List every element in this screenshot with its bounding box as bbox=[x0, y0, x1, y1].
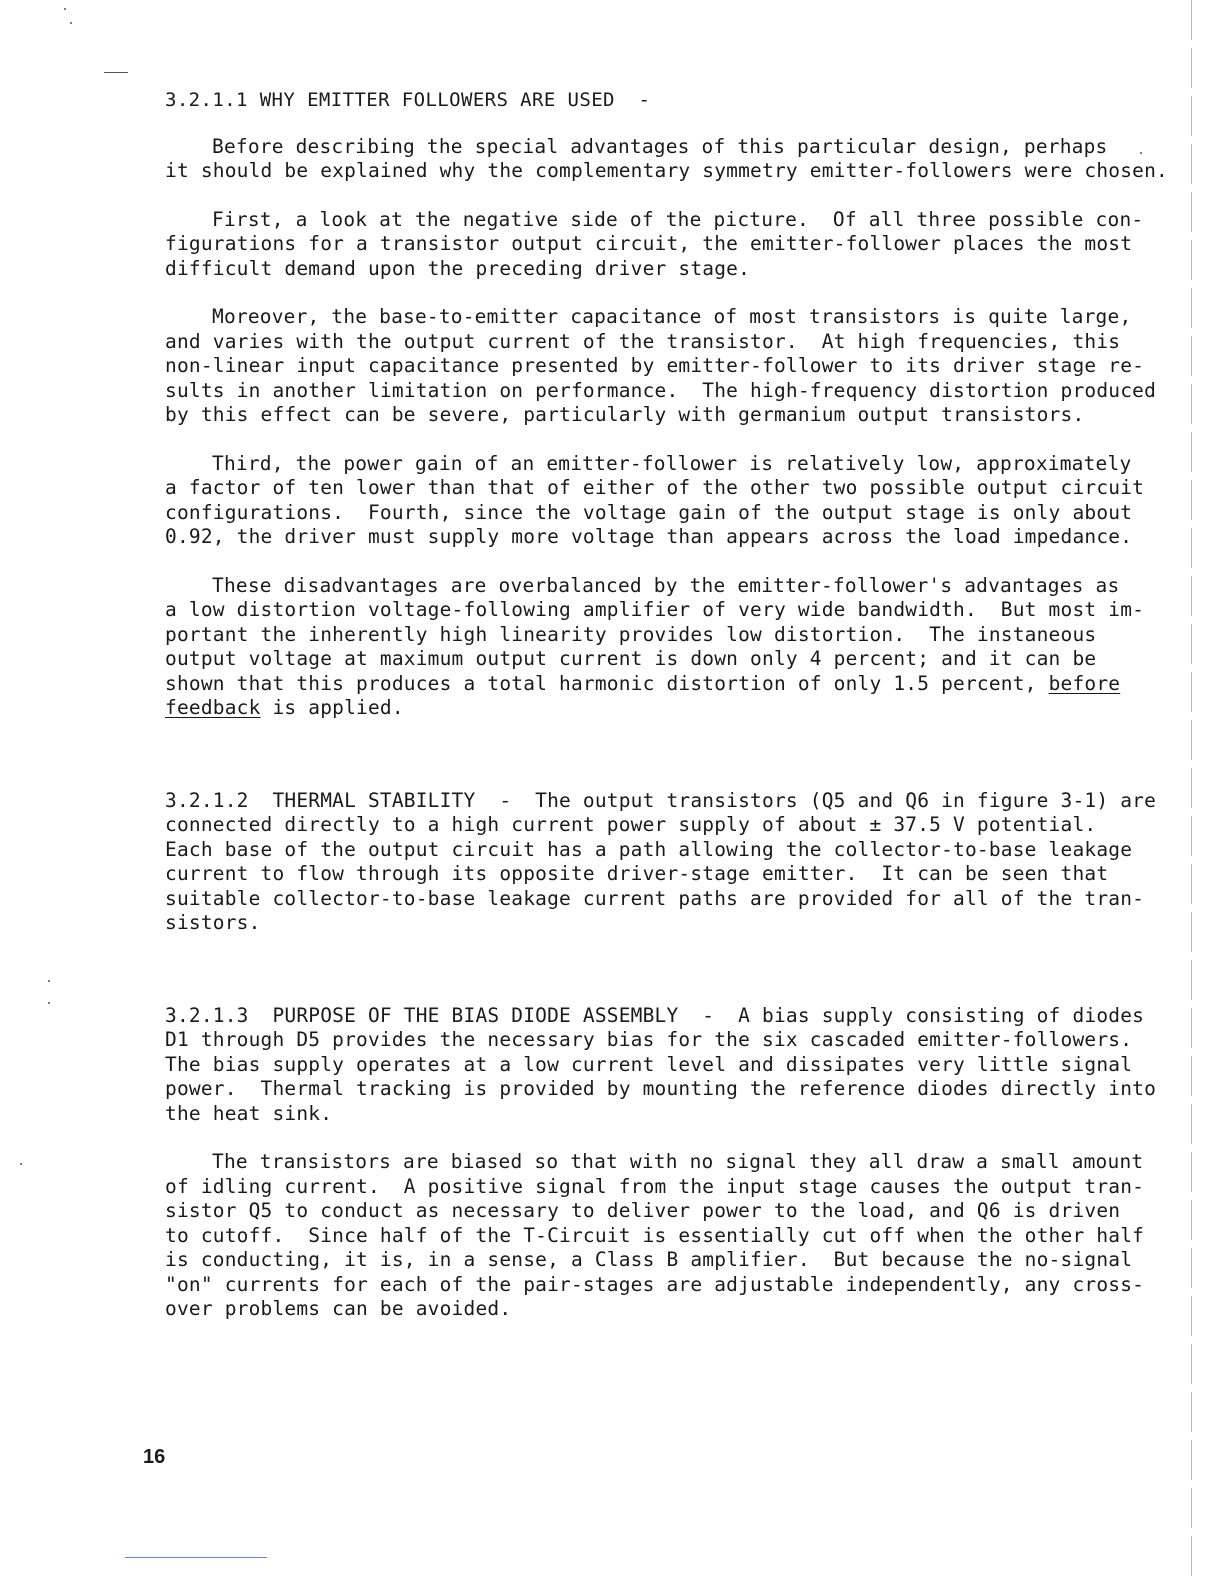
document-page bbox=[165, 88, 1180, 1346]
scan-edge-line bbox=[1191, 0, 1192, 1584]
text-line: to cutoff. Since half of the T-Circuit is essentially cut off when the other half bbox=[165, 1223, 1145, 1247]
text-line: it should be explained why the complementary symmetry emitter-followers were chosen. bbox=[165, 159, 1168, 182]
text-line: 3.2.1.3 PURPOSE OF THE BIAS DIODE ASSEMBLY - A bias supply consisting of diodes bbox=[165, 1003, 1145, 1027]
text-line: Each base of the output circuit has a path allowing the collector-to-base leakage bbox=[165, 837, 1133, 861]
section-thermal-stability bbox=[165, 789, 1180, 936]
text-line: power. Thermal tracking is provided by mounting the reference diodes directly into bbox=[165, 1077, 1157, 1100]
text-line: sistors. bbox=[165, 911, 261, 934]
text-line: difficult demand upon the preceding driver stage. bbox=[165, 256, 751, 280]
text-line: by this effect can be severe, particularly with germanium output transistors. bbox=[165, 403, 1085, 426]
text-line: These disadvantages are overbalanced by the emitter-follower's advantages as bbox=[212, 573, 1120, 597]
text-line: sults in another limitation on performance. The high-frequency distortion produced bbox=[165, 378, 1157, 402]
section-bias-diode-assembly bbox=[165, 1004, 1180, 1127]
text-line: output voltage at maximum output current is down only 4 percent; and it can be bbox=[165, 647, 1097, 670]
text-line: Third, the power gain of an emitter-follower is relatively low, approximately bbox=[212, 451, 1132, 475]
text-line: figurations for a transistor output circuit, the emitter-follower places the most bbox=[165, 232, 1133, 255]
scan-bottom-line bbox=[125, 1557, 267, 1558]
paragraph bbox=[165, 574, 1180, 721]
scan-speck bbox=[20, 1163, 22, 1165]
text-line: non-linear input capacitance presented by emitter-follower to its driver stage re- bbox=[165, 354, 1145, 377]
text-line: a factor of ten lower than that of either of the other two possible output circuit bbox=[165, 476, 1145, 499]
text-line: 3.2.1.2 THERMAL STABILITY - The output transistors (Q5 and Q6 in figure 3-1) are bbox=[165, 788, 1157, 812]
paragraph bbox=[165, 305, 1180, 428]
underlined-word: before bbox=[1048, 671, 1121, 695]
scan-speck bbox=[104, 72, 128, 73]
text-line: 0.92, the driver must supply more voltage than appears across the load impedance. bbox=[165, 525, 1133, 548]
scan-speck bbox=[48, 980, 50, 982]
text-line: the heat sink. bbox=[165, 1101, 333, 1125]
text-line: of idling current. A positive signal from the input stage causes the output tran- bbox=[165, 1174, 1145, 1198]
underlined-word: feedback bbox=[165, 696, 261, 719]
text-line: over problems can be avoided. bbox=[165, 1297, 512, 1320]
paragraph bbox=[165, 1150, 1180, 1322]
text-line: The bias supply operates at a low current level and dissipates very little signal bbox=[165, 1052, 1133, 1076]
paragraph bbox=[165, 208, 1180, 282]
text-line: First, a look at the negative side of the picture. Of all three possible con- bbox=[212, 207, 1144, 231]
section-heading: 3.2.1.1 WHY EMITTER FOLLOWERS ARE USED - bbox=[165, 89, 651, 111]
section-why-emitter-followers bbox=[165, 88, 1180, 721]
page-number: 16 bbox=[143, 1446, 166, 1468]
text-line: suitable collector-to-base leakage current paths are provided for all of the tran- bbox=[165, 886, 1145, 910]
text-line: a low distortion voltage-following amplifier of very wide bandwidth. But most im- bbox=[165, 598, 1145, 621]
text-run: shown that this produces a total harmonic distortion of only 1.5 percent, bbox=[165, 671, 1049, 695]
scan-speck bbox=[64, 8, 66, 10]
text-line: portant the inherently high linearity provides low distortion. The instaneous bbox=[165, 622, 1097, 646]
text-line: connected directly to a high current power supply of about ± 37.5 V potential. bbox=[165, 813, 1097, 836]
text-line: The transistors are biased so that with no signal they all draw a small amount bbox=[212, 1150, 1144, 1173]
text-line: sistor Q5 to conduct as necessary to deliver power to the load, and Q6 is driven bbox=[165, 1199, 1121, 1222]
text-line: "on" currents for each of the pair-stages are adjustable independently, any cross- bbox=[165, 1272, 1145, 1296]
paragraph bbox=[165, 135, 1180, 184]
text-line: current to flow through its opposite driver-stage emitter. It can be seen that bbox=[165, 862, 1109, 885]
paragraph bbox=[165, 452, 1180, 550]
text-run: is applied. bbox=[260, 696, 404, 719]
text-line: and varies with the output current of the transistor. At high frequencies, this bbox=[165, 329, 1121, 353]
text-line bbox=[165, 672, 1180, 697]
scan-speck bbox=[70, 22, 72, 24]
text-line: is conducting, it is, in a sense, a Class B amplifier. But because the no-signal bbox=[165, 1248, 1133, 1271]
text-line: Moreover, the base-to-emitter capacitance of most transistors is quite large, bbox=[212, 305, 1132, 328]
text-line: Before describing the special advantages of this particular design, perhaps bbox=[212, 134, 1108, 158]
text-line bbox=[165, 696, 1180, 721]
scan-speck bbox=[48, 1002, 50, 1004]
text-line: configurations. Fourth, since the voltage gain of the output stage is only about bbox=[165, 500, 1133, 524]
text-line: D1 through D5 provides the necessary bias for the six cascaded emitter-followers. bbox=[165, 1028, 1133, 1051]
